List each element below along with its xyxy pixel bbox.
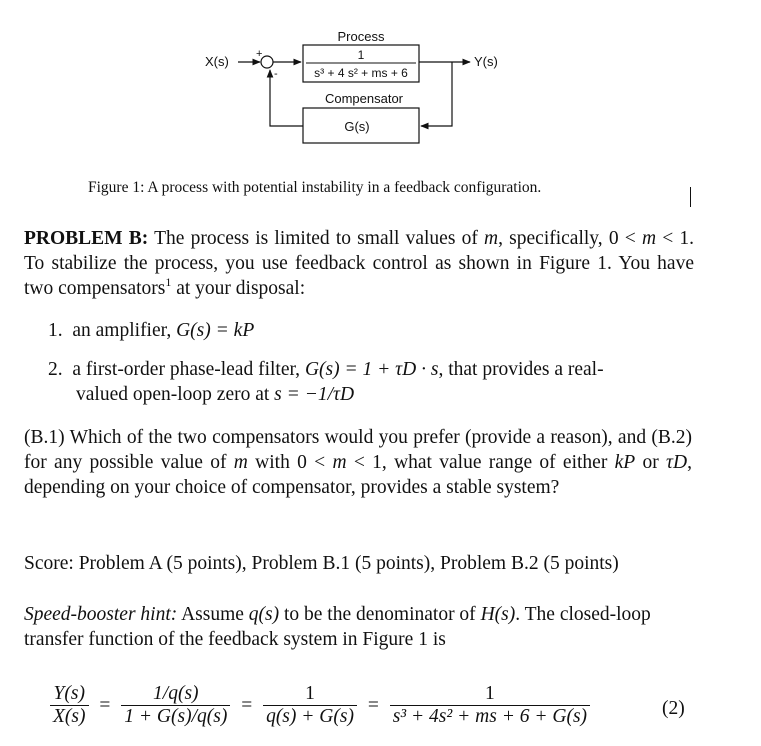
fraction-numerator: 1 <box>390 683 590 706</box>
problem-b-paragraph <box>24 226 694 301</box>
fraction-y-over-x <box>50 683 89 728</box>
equation-number: (2) <box>662 698 685 719</box>
compensator-label: G(s) <box>344 119 370 134</box>
math-m: m <box>484 228 499 249</box>
summing-junction <box>261 56 273 68</box>
list-text: valued open-loop zero at <box>76 384 275 405</box>
problem-b-text: The process is limited to small values of <box>148 228 485 249</box>
problem-b-text: < 1. To stabilize the process, you use feedback control as shown in Figure 1. You have two compensators <box>24 228 695 299</box>
hint-paragraph <box>24 602 692 652</box>
problem-b-text: at your disposal: <box>171 278 306 299</box>
process-denominator: s³ + 4 s² + ms + 6 <box>314 66 408 80</box>
fraction-denominator: q(s) + G(s) <box>266 706 354 727</box>
list-text: , that provides a real- <box>438 359 604 380</box>
question-text: , depending on your choice of compensator, provides a stable system? <box>24 452 692 498</box>
fraction-denominator: X(s) <box>53 706 86 727</box>
process-numerator: 1 <box>357 48 365 62</box>
fraction-q-form <box>121 683 230 728</box>
fraction-denominator: 1 + G(s)/q(s) <box>124 706 228 727</box>
hint-text: to be the denominator of <box>279 604 481 625</box>
block-diagram <box>0 0 761 170</box>
math-kp: kP <box>614 452 636 473</box>
list-text: an amplifier, <box>72 320 177 341</box>
list-number: 2. <box>48 359 63 380</box>
equals-sign: = <box>99 694 111 716</box>
math-h: H(s) <box>480 604 516 625</box>
feedback-branch-line <box>421 62 452 126</box>
math-m: m <box>233 452 248 473</box>
equals-sign: = <box>367 694 379 716</box>
hint-text: . The closed-loop transfer function of the feedback system in Figure 1 is <box>24 604 651 650</box>
list-text: a first-order phase-lead filter, <box>72 359 305 380</box>
footnote-mark: 1 <box>165 275 172 289</box>
compensator-title: Compensator <box>324 91 404 106</box>
list-item <box>48 357 690 407</box>
question-text: (B.1) Which of the two compensators would you prefer (provide a reason), and (B.2) for any possible value of <box>24 427 692 473</box>
fraction-denominator: s³ + 4s² + ms + 6 + G(s) <box>392 706 588 727</box>
math-lead-filter: G(s) = 1 + τD · s <box>304 359 439 380</box>
math-taud: τD <box>666 452 688 473</box>
list-item <box>48 318 254 343</box>
output-label: Y(s) <box>474 54 498 69</box>
score-line: Score: Problem A (5 points), Problem B.1 (5 points), Problem B.2 (5 points) <box>24 553 619 574</box>
question-b1-b2 <box>24 425 692 500</box>
fraction-numerator: 1/q(s) <box>121 683 230 706</box>
math-q: q(s) <box>248 604 280 625</box>
list-number: 1. <box>48 320 63 341</box>
summing-minus-sign: - <box>274 68 278 80</box>
text-cursor <box>690 187 691 207</box>
question-text: with 0 < <box>247 452 333 473</box>
fraction-expanded <box>390 683 590 728</box>
figure-caption: Figure 1: A process with potential instability in a feedback configuration. <box>88 179 542 196</box>
hint-text: Assume <box>177 604 249 625</box>
fraction-numerator: 1 <box>263 683 357 706</box>
hint-label: Speed-booster hint: <box>24 604 178 625</box>
input-label: X(s) <box>205 54 229 69</box>
math-zero: s = −1/τD <box>274 384 355 405</box>
math-m: m <box>332 452 347 473</box>
math-m: m <box>641 228 657 249</box>
fraction-numerator: Y(s) <box>50 683 89 706</box>
math-amplifier: G(s) = kP <box>176 320 255 341</box>
problem-b-heading: PROBLEM B: <box>24 228 149 249</box>
problem-b-text: , specifically, 0 < <box>498 228 642 249</box>
question-text: or <box>635 452 667 473</box>
equals-sign: = <box>241 694 253 716</box>
fraction-simplified <box>263 683 357 728</box>
summing-plus-sign: + <box>256 48 263 60</box>
question-text: < 1, what value range of either <box>346 452 615 473</box>
closed-loop-equation <box>50 683 590 728</box>
process-title: Process <box>337 29 385 44</box>
